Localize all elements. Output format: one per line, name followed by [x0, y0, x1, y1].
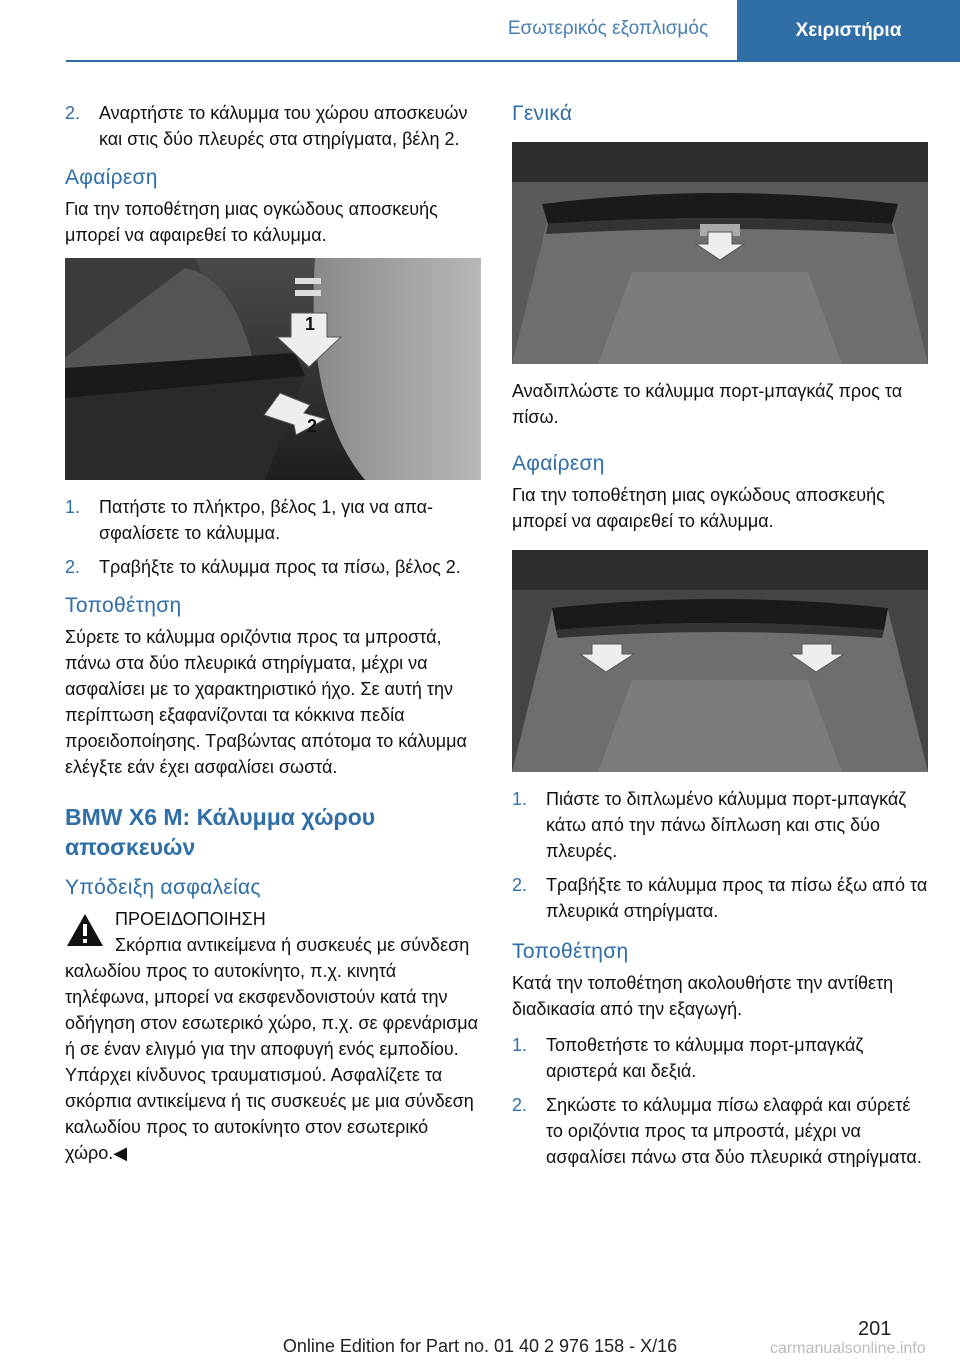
list-text: Τραβήξτε το κάλυμμα προς τα πίσω έξω από τα πλευρικά στηρίγματα. — [546, 875, 928, 921]
list-text: Σηκώστε το κάλυμμα πίσω ελαφρά και σύρετέ το οριζόντια προς τα μπροστά, μέχρι να ασφαλίσει πάνω στα δύο πλευρικά στηρίγματα. — [546, 1095, 922, 1167]
section-tab[interactable]: Εσωτερικός εξοπλισμός — [507, 18, 709, 39]
install-text: Κατά την τοποθέτηση ακολουθήστε την αντίθετη διαδικασία από την εξαγωγή. — [512, 973, 894, 1019]
list-item — [512, 1032, 928, 1084]
general-text: Αναδιπλώστε το κάλυμμα πορτ-μπαγκάζ προς τα πίσω. — [512, 381, 903, 427]
trunk-cover-illustration — [512, 142, 928, 364]
list-item — [512, 786, 928, 864]
page-header — [0, 0, 960, 62]
warning-block — [65, 906, 481, 1166]
warning-title: ΠΡΟΕΙΔΟΠΟΙΗΣΗ — [115, 909, 266, 929]
list-number: 2. — [65, 557, 81, 577]
left-column — [65, 100, 481, 1166]
trunk-cover-removal-photo — [512, 550, 928, 772]
general-heading: Γενικά — [512, 102, 573, 125]
x6-cover-heading: BMW X6 M: Κάλυμμα χώρου αποσκευών — [65, 804, 376, 860]
list-text: Τραβήξτε το κάλυμμα προς τα πίσω, βέλος 2. — [99, 557, 461, 577]
list-number: 1. — [65, 497, 81, 517]
list-text: Τοποθετήστε το κάλυμμα πορτ-μπαγκάζ αριστερά και δεξιά. — [546, 1035, 864, 1081]
install-heading: Τοποθέτηση — [65, 594, 182, 617]
list-number: 1. — [512, 789, 528, 809]
list-item — [512, 1092, 928, 1170]
trunk-cover-photo — [512, 142, 928, 364]
warning-triangle-icon — [65, 912, 105, 948]
list-item — [65, 100, 481, 152]
list-number: 2. — [512, 1095, 528, 1115]
removal-text: Για την τοποθέτηση μιας ογκώδους αποσκευής μπορεί να αφαιρεθεί το κάλυμμα. — [65, 199, 438, 245]
header-rule — [66, 60, 960, 62]
arrow-label-2: 2 — [307, 416, 318, 436]
safety-heading: Υπόδειξη ασφαλείας — [65, 876, 261, 899]
right-column — [512, 100, 928, 1178]
page-number: 201 — [858, 1318, 892, 1340]
list-text: Αναρτήστε το κάλυμμα του χώρου αποσκευών και στις δύο πλευρές στα στηρίγματα, βέλη 2. — [99, 103, 468, 149]
arrow-label-1: 1 — [305, 314, 316, 334]
removal-heading: Αφαίρεση — [65, 166, 158, 189]
list-item — [65, 494, 481, 546]
list-item — [65, 554, 481, 580]
list-item — [512, 872, 928, 924]
cover-release-photo — [65, 258, 481, 480]
install-heading: Τοποθέτηση — [512, 940, 629, 963]
warning-text: Σκόρπια αντικείμενα ή συσκευές με σύνδεση καλωδίου προς το αυτοκίνητο, π.χ. κινητά τηλέφωνα, μπορεί να εκσφενδονιστούν κατά την οδήγηση στον εσωτερικό χώρο, π.χ. σε φρενάρισμα ή σε έναν ελιγμό για την αποφυγή ενός εμποδίου. Υπάρχει κίνδυνος τραυματισμού. Ασφαλίζετε τα σκόρπια αντικείμενα ή τις συσκευές με μια σύνδεση καλωδίου προς το αυτοκίνητο στον εσωτερικό χώρο.◀ — [65, 935, 478, 1163]
edition-footer: Online Edition for Part no. 01 40 2 976 158 - X/16 — [282, 1336, 678, 1356]
list-number: 1. — [512, 1035, 528, 1055]
watermark: carmanualsonline.info — [770, 1340, 926, 1357]
list-text: Πατήστε το πλήκτρο, βέλος 1, για να απασφαλίσετε το κάλυμμα. — [99, 497, 434, 543]
list-number: 2. — [65, 103, 81, 123]
list-text: Πιάστε το διπλωμένο κάλυμμα πορτ-μπαγκάζ κάτω από την πάνω δίπλωση και στις δύο πλευρές. — [546, 789, 907, 861]
cover-release-illustration — [65, 258, 481, 480]
list-number: 2. — [512, 875, 528, 895]
trunk-cover-removal-illustration — [512, 550, 928, 772]
install-text: Σύρετε το κάλυμμα οριζόντια προς τα μπροστά, πάνω στα δύο πλευρικά στηρίγματα, μέχρι να ασφαλίσει με το χαρακτηριστικό ήχο. Σε αυτή την περίπτωση εξαφανίζονται τα κόκκινα πεδία προειδοποίησης. Τραβώντας απότομα το κάλυμμα ελέγξτε εάν έχει ασφαλίσει σωστά. — [65, 627, 467, 777]
removal-heading: Αφαίρεση — [512, 452, 605, 475]
removal-text: Για την τοποθέτηση μιας ογκώδους αποσκευής μπορεί να αφαιρεθεί το κάλυμμα. — [512, 485, 885, 531]
manual-tab[interactable]: Χειριστήρια — [737, 0, 960, 62]
